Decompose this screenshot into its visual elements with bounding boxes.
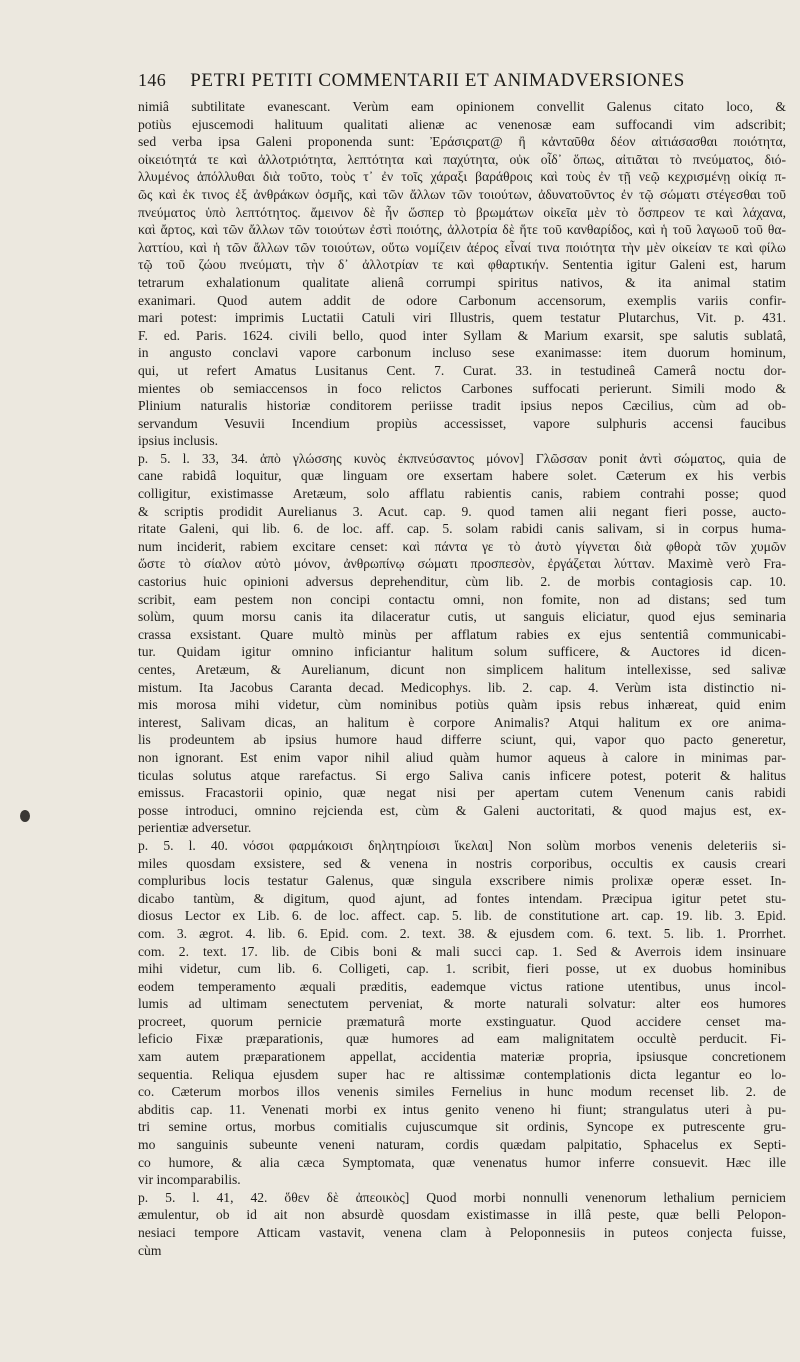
text-line: sequentia. Reliqua ejusdem super hac re altissimæ contemplationis dicta legantur eo lo- — [138, 1066, 786, 1082]
text-line: p. 5. l. 33, 34. ἀπὸ γλώσσης κυνὸς ἐκπνεύσαντος μόνον] Γλῶσσαν ponit ἀντὶ σώματος, quia de — [138, 450, 786, 466]
text-line: Plinium naturalis historiæ conditorem periisse tradit ipsius nepos Cæcilius, cùm ad ob- — [138, 398, 786, 414]
text-line: interest, Salivam dicas, an halitum è corpore Animalis? Atqui halitum ex ore anima- — [138, 714, 786, 730]
text-line: diosus Lector ex Lib. 6. de loc. affect. cap. 5. lib. de constitutione art. cap. 19. lib. 3. Epid. — [138, 908, 786, 924]
text-line: mihi videtur, cum lib. 6. Colligeti, cap. 1. scribit, fieri posse, ut ex duobus hominibus — [138, 961, 786, 977]
page-number: 146 — [138, 70, 167, 90]
text-line: p. 5. l. 40. νόσοι φαρμάκοισι δηλητηρίοισι ἴκελαι] Non solùm morbos venenis deleteriis si- — [138, 837, 786, 853]
text-line: exanimari. Quod autem addit de odore Carbonum accensorum, exemplis variis confir- — [138, 292, 786, 308]
text-line: æmulentur, ob id ait non absurdè quosdam existimasse in illâ peste, quæ belli Pelopon- — [138, 1207, 786, 1223]
text-line: cùm — [138, 1242, 162, 1258]
text-line: solùm, quum morsu canis ita dilaceratur cutis, ut sanguis eliciatur, quod ejus seminaria — [138, 609, 786, 625]
text-line: co. Cæterum morbos illos venenis similes Fernelius in hunc modum recenset lib. 2. de — [138, 1084, 786, 1100]
text-line: nimiâ subtilitate evanescant. Verùm eam opinionem convellit Galenus citato loco, & — [138, 99, 786, 114]
text-line: lumis ad ultimam senectutem perveniat, & morte naturali solvatur: alter eos humores — [138, 996, 786, 1012]
text-line: leficio Fixæ præparationis, quæ humores ad eam malignitatem occultè perducit. Fi- — [138, 1031, 786, 1047]
text-line: tur. Quidam igitur omnino inficiantur halitum solum sufficere, & Auctores id dicen- — [138, 644, 786, 660]
text-line: in angusto conclavi vapore carbonum incluso sese exanimasse: item duorum hominum, — [138, 345, 786, 361]
text-line: emissus. Fracastorii opinio, quæ negat nisi per apertam cutem Venenum canis rabidi — [138, 785, 786, 801]
text-line: perientiæ adversetur. — [138, 820, 252, 836]
text-line: τῷ τοῦ ζώου πνεύματι, τὴν δ᾽ ἀλλοτρίαν τε καὶ φθαρτικήν. Sententia igitur Galeni est, harum — [138, 257, 786, 273]
text-line: procreet, quorum pernicie præmaturâ morte exstinguatur. Quod accidere censet ma- — [138, 1013, 786, 1029]
text-line: mistum. Ita Jacobus Caranta decad. Medicophys. lib. 2. cap. 4. Verùm ista distinctio ni- — [138, 679, 786, 695]
text-line: tetrarum exhalationum qualitate alienâ corrumpi spiritus nativos, & ita animal statim — [138, 274, 786, 290]
text-line: compluribus locis testatur Galenus, quæ singula exscribere nimis prolixæ operæ esset. In- — [138, 873, 786, 889]
text-line: com. 3. ægrot. 4. lib. 6. Epid. com. 2. text. 38. & ejusdem com. 6. text. 5. lib. 1. Prorrhet. — [138, 925, 786, 941]
text-line: servandum Vesuvii Incendium propiùs accessisset, vapore sulphuris accensi faucibus — [138, 415, 786, 431]
ink-blot — [20, 810, 30, 822]
text-line: καὶ ἄρτος, καὶ τῶν ἄλλων τῶν τοιούτων ἐστὶ ποιότης, ἀλλοτρία δὲ ἥτε τοῦ κανθαρίδος, καὶ ἡ τοῦ λαγωοῦ τοῦ θα- — [138, 222, 786, 238]
text-line: lis prodeuntem ab ipsius humore haud differre sciunt, qui, vapor quo pacto generetur, — [138, 732, 786, 748]
text-line: com. 2. text. 17. lib. de Cibis boni & mali succi cap. 1. Sed & Averrois idem insinuare — [138, 943, 786, 959]
text-line: vir incomparabilis. — [138, 1172, 241, 1188]
text-line: οἰκειότητά τε καὶ ἀλλοτριότητα, λεπτότητα καὶ παχύτητα, οὐκ οἶδ᾽ ὅπως, αἰτιᾶται τὸ πνεύματος, διό- — [138, 151, 786, 167]
text-line: eodem temperamento æquali præditis, eademque victus ratione utentibus, unus incol- — [138, 978, 786, 994]
text-line: dicabo tantùm, & digitum, quod ajunt, ad fontes intendam. Præcipua igitur petet stu- — [138, 890, 786, 906]
text-line: potiùs ejuscemodi halituum qualitati alienæ ac venenosæ eam suffocandi vim adscribit; — [138, 116, 786, 132]
text-line: posse introduci, omnino rejcienda est, cùm & Galeni auctoritati, & quod majus est, ex- — [138, 802, 786, 818]
text-line: scribit, eam pestem non concipi contactu omni, non fomite, non ad distans; sed tum — [138, 591, 786, 607]
text-line: λαττίου, καὶ ἡ τῶν ἄλλων τῶν τοιούτων, οὕτω νομίζειν ἀέρος εἶναί τινα ποιότητα τὴν μὲν οἰκείαν τε καὶ φίλω — [138, 239, 786, 255]
text-line: mientes ob semiaccensos in foco relictos Carbones suffocati perierunt. Simili modo & — [138, 380, 786, 396]
text-line: ipsius inclusis. — [138, 433, 219, 449]
text-line: mo sanguinis subeunte veneni naturam, cordis quædam palpitatio, Sphacelus ex Septi- — [138, 1137, 786, 1153]
text-line: λλυμένος ἀπόλλυθαι διὰ τοῦτο, τοὺς τ᾽ ἐν τοῖς χάραξι βαράθροις καὶ τοὺς ἐν τῇ νεῷ κεχρισμένῃ οἰκίᾳ π- — [138, 169, 786, 185]
text-line: nesiaci tempore Atticam vastavit, venena clam à Peloponnesiis in puteos conjecta fuisse, — [138, 1225, 786, 1240]
text-line: miles quosdam exsistere, sed & venena in nostris corporibus, occultis ex causis creari — [138, 855, 786, 871]
page-header — [138, 70, 786, 92]
text-line: tri semine ortus, morbus comitialis cujuscumque sit ordinis, Syncope ex putrescente gru- — [138, 1119, 786, 1135]
text-line: colligitur, existimasse Aretæum, solo afflatu rabientis canis, rabiem contrahi posse; quod — [138, 486, 786, 502]
text-line: mis morosa mihi videtur, cùm nominibus potiùs quàm ipsis rebus inhæreat, quid enim — [138, 697, 786, 713]
text-line: non ignorant. Est enim vapor nihil aliud quàm humor aqueus à calore in minimas par- — [138, 749, 786, 765]
text-line: F. ed. Paris. 1624. civili bello, quod inter Syllam & Marium exarsit, spe salutis sublatâ, — [138, 327, 786, 343]
paragraph — [138, 837, 786, 1189]
paragraph — [138, 1189, 786, 1259]
text-line: qui, ut refert Amatus Lusitanus Cent. 7. Curat. 33. in testudineâ Camerâ noctu dor- — [138, 362, 786, 378]
text-line: mari potest: imprimis Luctatii Catuli viri Illustris, quem testatur Plutarchus, Vit. p. 431. — [138, 310, 786, 326]
paragraph — [138, 450, 786, 837]
text-line: p. 5. l. 41, 42. ὅθεν δὲ ἀπεοικὸς] Quod morbi nonnulli venenorum lethalium perniciem — [138, 1189, 786, 1205]
text-line: & scriptis prodidit Aurelianus 3. Acut. cap. 9. quod tamen alii negant fieri posse, aucto- — [138, 503, 786, 519]
text-line: crassa exsistant. Quare multò minùs per afflatum rabies ex ejus sententiâ communicabi- — [138, 626, 786, 642]
text-line: num inciderit, rabiem excitare censet: καὶ πάντα γε τὸ ἀυτὸ γίγνεται διὰ φθορὰ τῶν χυμῶν — [138, 538, 786, 554]
text-line: sed verba ipsa Galeni proponenda sunt: Ἐράσιςρατ@ ἢ κἀνταῦθα δέον αἰτιάσασθαι ποιότητα, — [138, 134, 786, 150]
text-line: co humore, & alia cæca Symptomata, quæ venenatus humor inferre consuevit. Hæc ille — [138, 1154, 786, 1170]
text-line: πνεύματος ὑπὸ λεπτότητος. ἄμεινον δὲ ἦν ὥσπερ τὸ βρωμάτων οἰκεῖα μὲν τὸ ὄσπρεον τε καὶ λάχανα, — [138, 204, 786, 220]
running-head: PETRI PETITI COMMENTARII ET ANIMADVERSIONES — [190, 70, 685, 91]
text-line: castorius huic opinioni adversus deprehenditur, cùm lib. 2. de morbis contagiosis cap. 10. — [138, 574, 786, 590]
body-text — [138, 98, 786, 1259]
text-line: ὥστε τὸ σίαλον αὐτὸ μόνον, ἀνθρωπίνῳ σώματι προσπεσὸν, ἐργάζεται λύτταν. Maximè verò Fra- — [138, 556, 786, 572]
text-line: ticulas solutus atque rarefactus. Si ergo Saliva canis inficere potest, poterit & halitus — [138, 767, 786, 783]
text-line: centes, Aretæum, & Aurelianum, dicunt non simplicem halitum intellexisse, sed salivæ — [138, 662, 786, 677]
paragraph — [138, 98, 786, 450]
text-line: ῶς καὶ ἐκ τινος ἐξ ἀνθράκων ὀσμῆς, καὶ τῶν ἄλλων τῶν τοιούτων, ἀδυνατοῦντος ἐν τῷ σώματι στέγεσθαι τοῦ — [138, 186, 786, 202]
text-line: abditis cap. 11. Venenati morbi ex intus genito veneno hi fiunt; strangulatus uteri à pu- — [138, 1101, 786, 1117]
text-line: xam autem præparationem appellat, accidentia materiæ propria, ipsiusque concretionem — [138, 1049, 786, 1065]
text-line: cane rabidâ loquitur, quæ linguam ore exsertam habere solet. Cæterum ex his verbis — [138, 468, 786, 484]
text-line: ritate Galeni, qui lib. 6. de loc. aff. cap. 5. solam rabidi canis salivam, si in corpus huma- — [138, 521, 786, 537]
